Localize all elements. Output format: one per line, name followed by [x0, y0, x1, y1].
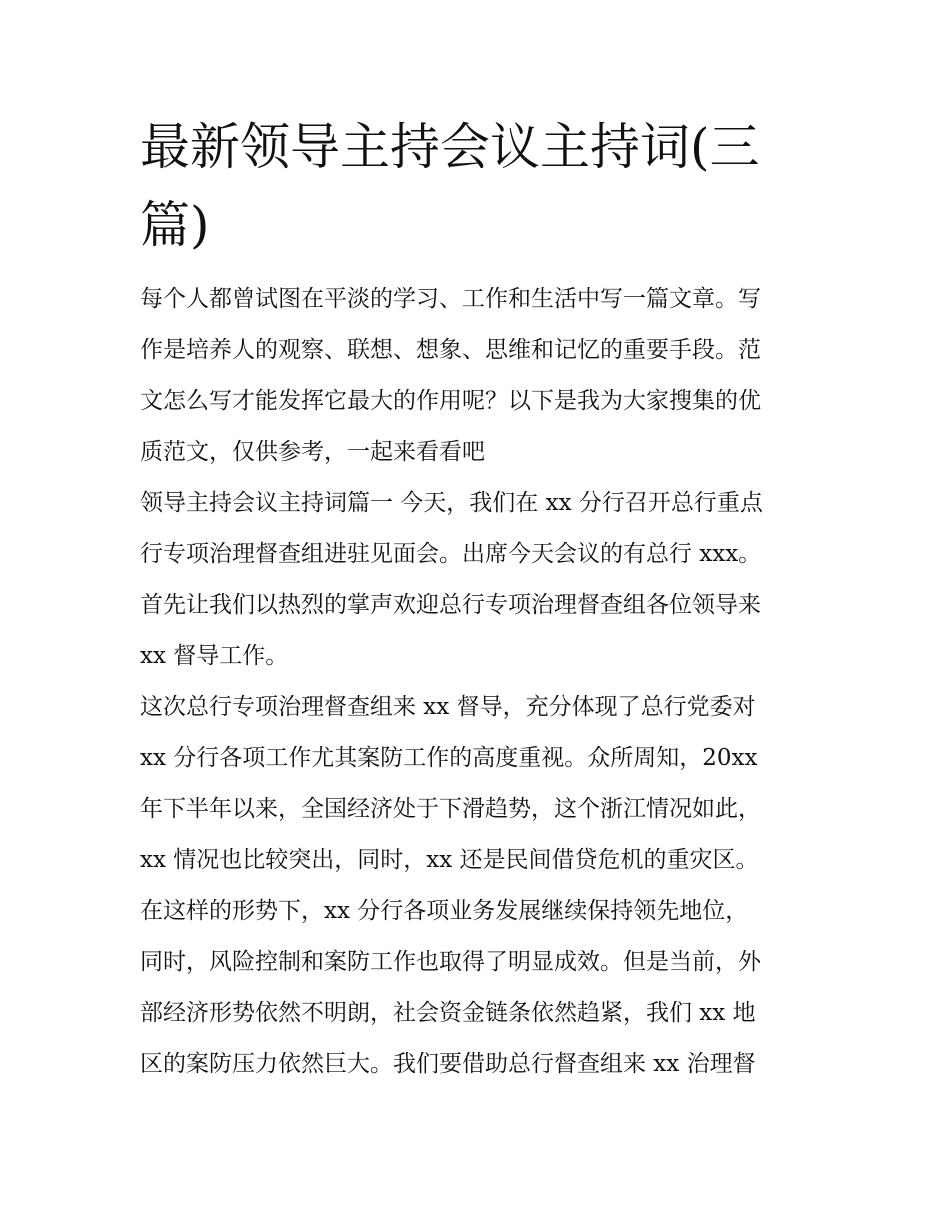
title-line: 篇): [140, 196, 210, 254]
document-title: [140, 108, 820, 264]
body-line: 文怎么写才能发挥它最大的作用呢？以下是我为大家搜集的优: [140, 388, 761, 414]
body-line: 领导主持会议主持词篇一 今天，我们在 xx 分行召开总行重点: [140, 490, 763, 516]
body-line: xx 分行各项工作尤其案防工作的高度重视。众所周知，20xx: [140, 745, 758, 771]
body-line: xx 督导工作。: [140, 643, 289, 669]
body-line: 作是培养人的观察、联想、想象、思维和记忆的重要手段。范: [140, 337, 761, 363]
body-line: 区的案防压力依然巨大。我们要借助总行督查组来 xx 治理督: [140, 1051, 756, 1077]
body-line: 每个人都曾试图在平淡的学习、工作和生活中写一篇文章。写: [140, 286, 761, 312]
body-line: 部经济形势依然不明朗，社会资金链条依然趋紧，我们 xx 地: [140, 1000, 756, 1026]
body-line: 行专项治理督查组进驻见面会。出席今天会议的有总行 xxx。: [140, 541, 762, 567]
document-body: [140, 274, 825, 1090]
title-line: 最新领导主持会议主持词(三: [140, 118, 760, 176]
body-line: xx 情况也比较突出，同时，xx 还是民间借贷危机的重灾区。: [140, 847, 759, 873]
body-line: 在这样的形势下，xx 分行各项业务发展继续保持领先地位，: [140, 898, 749, 924]
body-line: 这次总行专项治理督查组来 xx 督导，充分体现了总行党委对: [140, 694, 756, 720]
body-line: 质范文，仅供参考，一起来看看吧: [140, 439, 485, 465]
body-line: 首先让我们以热烈的掌声欢迎总行专项治理督查组各位领导来: [140, 592, 761, 618]
body-line: 同时，风险控制和案防工作也取得了明显成效。但是当前，外: [140, 949, 761, 975]
body-line: 年下半年以来，全国经济处于下滑趋势，这个浙江情况如此，: [140, 796, 761, 822]
